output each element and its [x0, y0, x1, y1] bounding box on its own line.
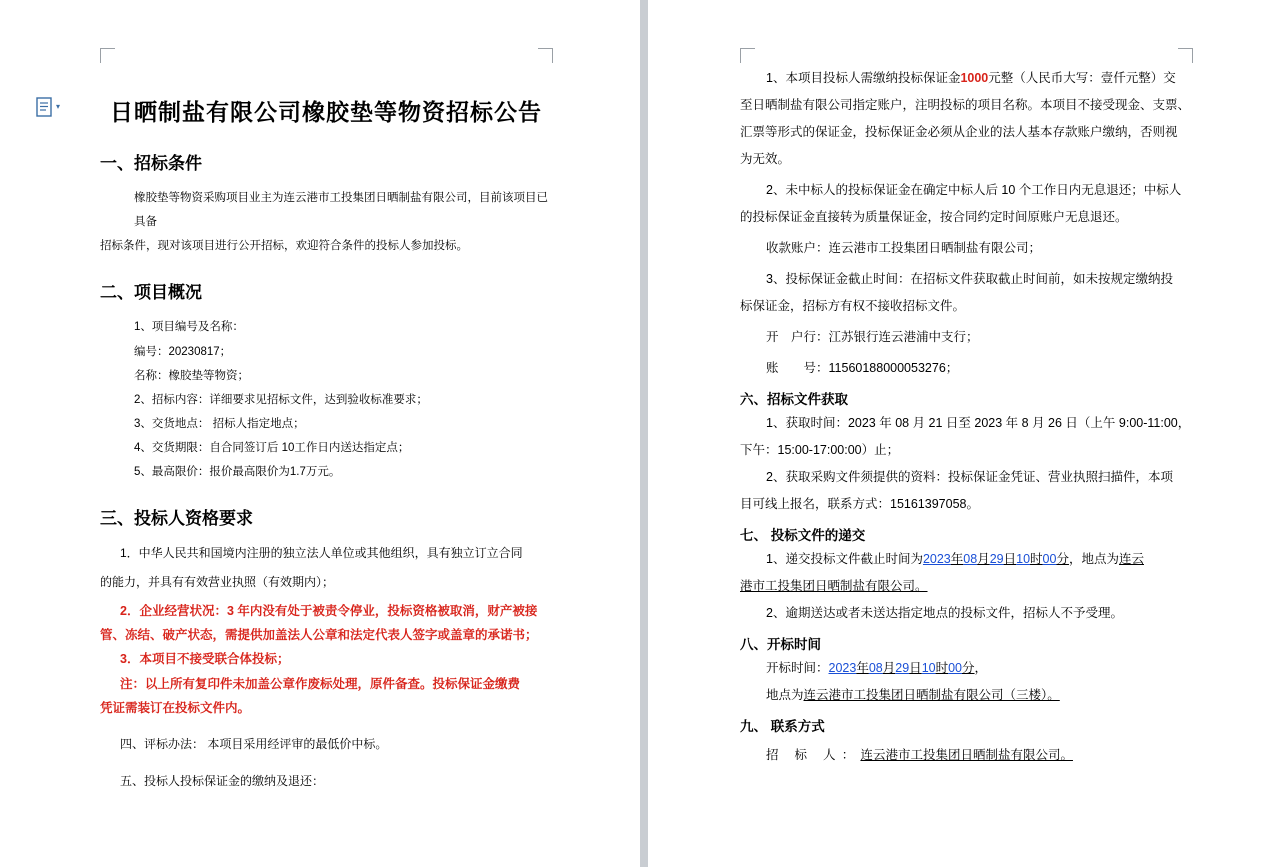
tenderer-label: 招 标 人：: [766, 748, 861, 762]
crop-mark-top-left: [100, 48, 115, 63]
bid-opening-minute-unit: 分: [962, 661, 975, 675]
crop-mark-top-right-2: [1178, 48, 1193, 63]
section-heading-2: 二、项目概况: [100, 283, 202, 304]
section-6-line-1: 1、获取时间：2023 年 08 月 21 日至 2023 年 8 月 26 日（上午 9:00-11:00，: [766, 416, 1191, 430]
deposit-line-1-post: 元整（人民币大写：壹仟元整）交: [988, 71, 1176, 85]
page-2-content: [740, 66, 1212, 770]
section-3-red-line-4: 注：以上所有复印件未加盖公章作废标处理，原件备查。投标保证金缴费: [120, 676, 521, 691]
chevron-down-icon[interactable]: ▾: [56, 102, 61, 111]
bid-opening-year: 2023: [828, 661, 857, 675]
bid-opening-hour-unit: 时: [935, 661, 949, 675]
crop-mark-top-left-2: [740, 48, 755, 63]
page-title: 日晒制盐有限公司橡胶垫等物资招标公告: [110, 99, 542, 126]
bank-label: 开 户行：: [766, 330, 829, 344]
section-heading-1: 一、招标条件: [100, 154, 202, 174]
bid-opening-day: 29: [895, 661, 910, 675]
deposit-deadline-line-1: 3、投标保证金截止时间：在招标文件获取截止时间前，如未按规定缴纳投: [766, 272, 1173, 286]
section-heading-8: 八、开标时间: [740, 637, 821, 652]
bid-opening-label: 开标时间：: [766, 661, 829, 675]
crop-mark-top-right: [538, 48, 553, 63]
document-glyph-icon: [36, 97, 54, 117]
bid-opening-year-unit: 年: [856, 661, 869, 675]
section-3-red-line-1: 2．企业经营状况：3 年内没有处于被责令停业，投标资格被取消，财产被接: [120, 603, 538, 618]
bid-opening-comma: ，: [974, 661, 988, 675]
submission-year-unit: 年: [950, 552, 964, 566]
section-9-line-1: [740, 743, 1212, 768]
bid-opening-place: 连云港市工投集团日晒制盐有限公司（三楼）。: [803, 688, 1060, 702]
section-2-line-3: 名称：橡胶垫等物资；: [134, 369, 249, 382]
section-3-line-2: 的能力，并具有有效营业执照（有效期内）；: [100, 575, 335, 589]
account-number-value: 11560188000053276；: [828, 361, 959, 375]
submission-month-unit: 月: [977, 552, 990, 566]
section-2-line-4: 2、招标内容：详细要求见招标文件，达到验收标准要求；: [134, 393, 428, 406]
submission-hour-unit: 时: [1030, 552, 1043, 566]
submission-day: 29: [989, 552, 1004, 566]
deposit-line-2: 至日晒制盐有限公司指定账户，注明投标的项目名称。本项目不接受现金、支票、: [740, 98, 1191, 112]
submission-deadline-label: 1、递交投标文件截止时间为: [766, 552, 923, 566]
section-heading-6: 六、招标文件获取: [740, 392, 848, 407]
account-number-line: [740, 356, 1212, 381]
section-3-line-1: 1．中华人民共和国境内注册的独立法人单位或其他组织，具有独立订立合同: [120, 546, 523, 561]
submission-hour: 10: [1016, 552, 1031, 566]
deposit-line-4: 为无效。: [740, 152, 791, 166]
submission-place-label: ，地点为: [1068, 552, 1119, 566]
deposit-line-1: [740, 66, 1212, 91]
section-2-line-5: 3、交货地点： 招标人指定地点；: [134, 417, 305, 430]
section-6-line-2: 下午：15:00-17:00:00）止；: [740, 443, 900, 457]
section-3-red-line-2: 管、冻结、破产状态，需提供加盖法人公章和法定代表人签字或盖章的承诺书；: [100, 627, 538, 642]
document-icon[interactable]: [36, 96, 62, 118]
section-heading-9: 九、 联系方式: [740, 719, 825, 734]
section-6-line-4: 目可线上报名，联系方式：15161397058。: [740, 497, 979, 511]
section-2-line-7: 5、最高限价：报价最高限价为1.7万元。: [134, 466, 341, 479]
bid-opening-day-unit: 日: [909, 661, 922, 675]
section-7-line-2: 2、逾期送达或者未送达指定地点的投标文件，招标人不予受理。: [766, 606, 1123, 620]
tenderer-value: 连云港市工投集团日晒制盐有限公司。: [860, 748, 1073, 762]
section-1-line-2: 招标条件，现对该项目进行公开招标，欢迎符合条件的投标人参加投标。: [100, 240, 468, 253]
page-1-content: [100, 80, 552, 798]
bank-value: 江苏银行连云港浦中支行；: [828, 330, 979, 344]
bid-opening-minute: 00: [948, 661, 963, 675]
submission-day-unit: 日: [1003, 552, 1017, 566]
bid-opening-place-label: 地点为: [766, 688, 804, 702]
payee-account-line: 收款账户：连云港市工投集团日晒制盐有限公司；: [766, 241, 1042, 255]
bid-opening-month-unit: 月: [882, 661, 896, 675]
section-2-line-6: 4、交货期限：自合同签订后 10工作日内送达指定点；: [134, 442, 410, 455]
section-2-line-2: 编号：20230817；: [134, 345, 232, 358]
section-heading-7: 七、 投标文件的递交: [740, 528, 866, 543]
bid-opening-hour: 10: [921, 661, 936, 675]
section-3-red-line-5: 凭证需装订在投标文件内。: [100, 701, 251, 716]
deposit-line-3: 汇票等形式的保证金，投标保证金必须从企业的法人基本存款账户缴纳，否则视: [740, 125, 1178, 139]
submission-minute-unit: 分: [1056, 552, 1069, 566]
section-7-line-1: [740, 547, 1212, 572]
submission-month: 08: [963, 552, 978, 566]
page-gutter: [640, 0, 648, 867]
deposit-line-6: 的投标保证金直接转为质量保证金，按合同约定时间原账户无息退还。: [740, 210, 1128, 224]
section-8-line-1: [740, 656, 1212, 681]
section-5-line: 五、投标人投标保证金的缴纳及退还：: [120, 774, 325, 789]
submission-minute: 00: [1042, 552, 1057, 566]
deposit-line-1-pre: 1、本项目投标人需缴纳投标保证金: [766, 71, 961, 85]
section-1-line-1: 橡胶垫等物资采购项目业主为连云港市工投集团日晒制盐有限公司，目前该项目已具备: [134, 192, 548, 229]
section-7-line-1b: [740, 574, 1212, 599]
bank-line: [740, 325, 1212, 350]
deposit-amount: 1000: [960, 71, 989, 85]
deposit-line-5: 2、未中标人的投标保证金在确定中标人后 10 个工作日内无息退还；中标人: [766, 183, 1182, 197]
account-number-label: 账 号：: [766, 361, 829, 375]
submission-year: 2023: [922, 552, 951, 566]
section-2-line-1: 1、项目编号及名称：: [134, 321, 244, 334]
section-3-red-line-3: 3．本项目不接受联合体投标；: [120, 652, 290, 667]
section-heading-3: 三、投标人资格要求: [100, 509, 253, 530]
section-6-line-3: 2、获取采购文件须提供的资料：投标保证金凭证、营业执照扫描件，本项: [766, 470, 1173, 484]
section-8-line-2: [740, 683, 1212, 708]
submission-place-part-1: 连云: [1118, 552, 1144, 566]
submission-place-part-2: 港市工投集团日晒制盐有限公司。: [740, 579, 928, 593]
deposit-deadline-line-2: 标保证金，招标方有权不接收招标文件。: [740, 299, 966, 313]
bid-opening-month: 08: [868, 661, 883, 675]
section-4-line: 四、评标办法： 本项目采用经评审的最低价中标。: [120, 737, 388, 752]
document-page-1: [0, 0, 640, 867]
